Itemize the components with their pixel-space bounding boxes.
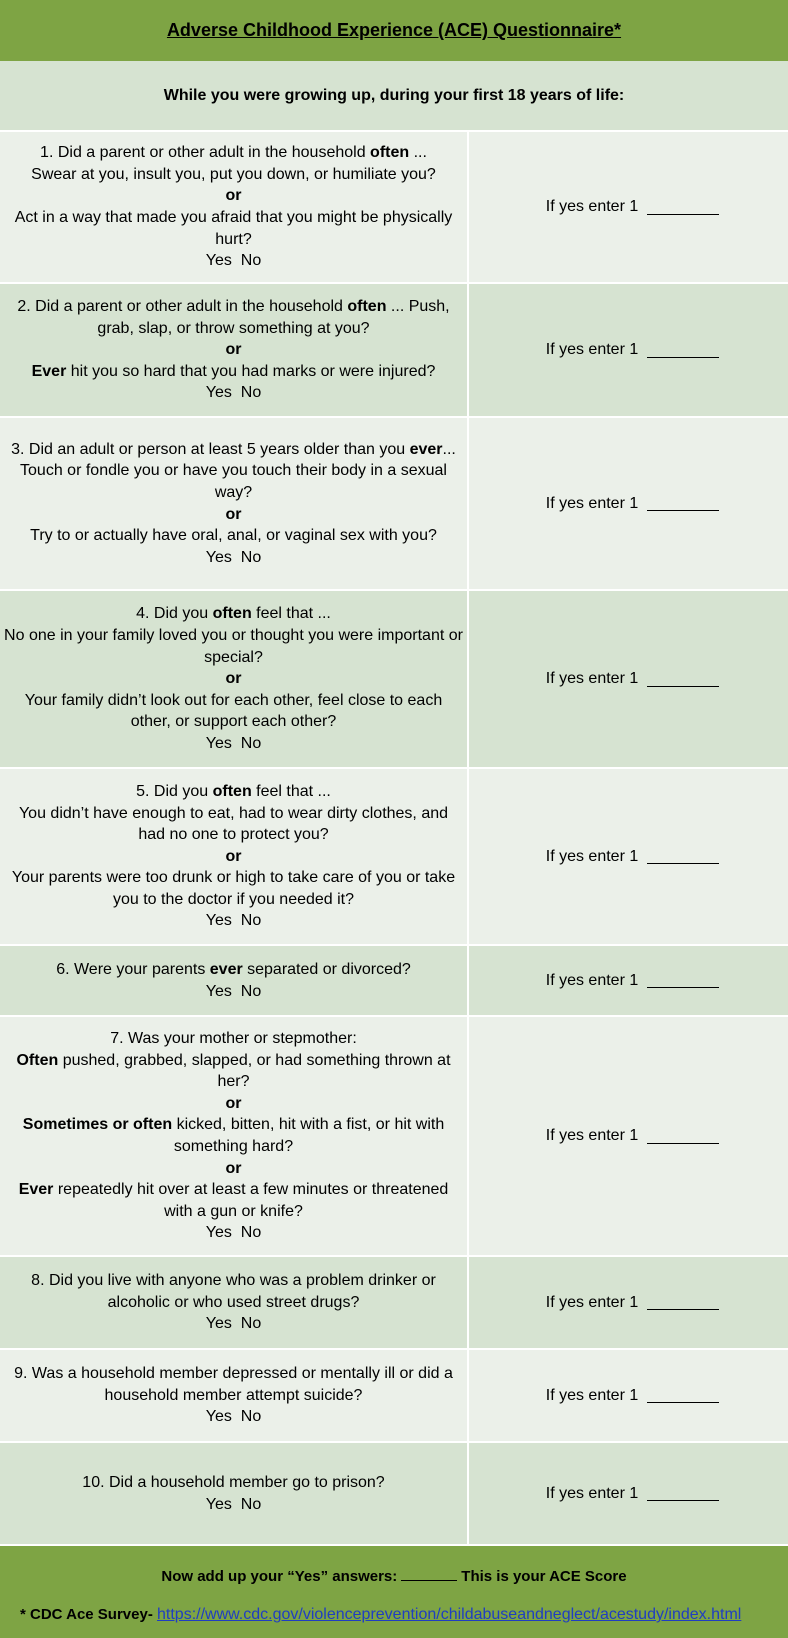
instructions-header [0, 61, 788, 132]
yes-no-options[interactable]: Yes No [205, 1224, 262, 1242]
ace-score-blank[interactable] [401, 1568, 457, 1581]
answer-blank-1[interactable] [647, 200, 719, 215]
answer-cell-10 [469, 1443, 788, 1544]
page-title: Adverse Childhood Experience (ACE) Questionnaire* [166, 20, 622, 40]
question-row-7 [0, 1017, 788, 1257]
question-text-5: 5. Did you often feel that ... You didn’t have enough to eat, had to wear dirty clothes, and had no one to protect you? or Your parents were too drunk or high to take care of you or take you to the doctor if you needed it? Yes No [0, 769, 469, 944]
answer-blank-2[interactable] [647, 343, 719, 358]
question-row-6 [0, 946, 788, 1017]
yes-no-options[interactable]: Yes No [205, 1495, 262, 1513]
answer-label: If yes enter 1 [545, 1386, 639, 1404]
answer-blank-3[interactable] [647, 496, 719, 511]
question-row-1 [0, 132, 788, 284]
answer-cell-6 [469, 946, 788, 1015]
yes-no-options[interactable]: Yes No [205, 1408, 262, 1426]
question-text-10: 10. Did a household member go to prison? Yes No [0, 1443, 469, 1544]
answer-label: If yes enter 1 [545, 971, 639, 989]
yes-no-options[interactable]: Yes No [205, 1315, 262, 1333]
answer-label: If yes enter 1 [545, 341, 639, 358]
yes-no-options[interactable]: Yes No [205, 384, 262, 402]
question-row-8 [0, 1257, 788, 1350]
cdc-label: * CDC Ace Survey- [20, 1606, 153, 1623]
answer-blank-6[interactable] [647, 973, 719, 988]
answer-label: If yes enter 1 [545, 1293, 639, 1311]
question-text-8: 8. Did you live with anyone who was a problem drinker or alcoholic or who used street drugs? Yes No [0, 1257, 469, 1348]
question-text-9: 9. Was a household member depressed or mentally ill or did a household member attempt suicide? Yes No [0, 1350, 469, 1441]
cdc-link[interactable]: https://www.cdc.gov/violenceprevention/childabuseandneglect/acestudy/index.html [157, 1606, 742, 1623]
answer-blank-10[interactable] [647, 1486, 719, 1501]
question-row-4 [0, 591, 788, 769]
question-text-1: 1. Did a parent or other adult in the household often ... Swear at you, insult you, put you down, or humiliate you? or Act in a way that made you afraid that you might be physically hurt? Yes No [0, 132, 469, 282]
answer-cell-1 [469, 132, 788, 282]
question-text-6: 6. Were your parents ever separated or divorced? Yes No [0, 946, 469, 1015]
question-text-4: 4. Did you often feel that ... No one in your family loved you or thought you were important or special? or Your family didn’t look out for each other, feel close to each other, or support each other? Yes No [0, 591, 469, 767]
answer-cell-3 [469, 418, 788, 589]
answer-label: If yes enter 1 [545, 1127, 639, 1144]
question-row-10 [0, 1443, 788, 1546]
yes-no-options[interactable]: Yes No [205, 252, 262, 270]
answer-label: If yes enter 1 [545, 670, 639, 687]
answer-blank-5[interactable] [647, 849, 719, 864]
yes-no-options[interactable]: Yes No [205, 548, 262, 566]
answer-label: If yes enter 1 [545, 494, 639, 512]
answer-blank-4[interactable] [647, 672, 719, 687]
answer-cell-7 [469, 1017, 788, 1255]
answer-cell-8 [469, 1257, 788, 1348]
question-row-3 [0, 418, 788, 591]
answer-cell-2 [469, 284, 788, 416]
answer-cell-9 [469, 1350, 788, 1441]
footer [0, 1546, 788, 1638]
instructions-text: While you were growing up, during your first 18 years of life: [163, 86, 625, 104]
yes-no-options[interactable]: Yes No [205, 982, 262, 1000]
yes-no-options[interactable]: Yes No [205, 912, 262, 930]
answer-blank-7[interactable] [647, 1129, 719, 1144]
question-text-2: 2. Did a parent or other adult in the household often ... Push, grab, slap, or throw something at you? or Ever hit you so hard that you had marks or were injured? Yes No [0, 284, 469, 416]
question-row-5 [0, 769, 788, 946]
cdc-source-line [20, 1606, 741, 1624]
answer-label: If yes enter 1 [545, 847, 639, 865]
yes-no-options[interactable]: Yes No [205, 734, 262, 752]
answer-cell-4 [469, 591, 788, 767]
question-text-3: 3. Did an adult or person at least 5 years older than you ever... Touch or fondle you or have you touch their body in a sexual way? or Try to or actually have oral, anal, or vaginal sex with you? Yes No [0, 418, 469, 589]
answer-blank-9[interactable] [647, 1388, 719, 1403]
question-row-9 [0, 1350, 788, 1443]
answer-cell-5 [469, 769, 788, 944]
answer-blank-8[interactable] [647, 1295, 719, 1310]
answer-label: If yes enter 1 [545, 1484, 639, 1502]
score-line: Now add up your “Yes” answers: This is your ACE Score [161, 1568, 627, 1585]
title-bar [0, 0, 788, 61]
question-text-7: 7. Was your mother or stepmother: Often pushed, grabbed, slapped, or had something thrown at her? or Sometimes or often kicked, bitten, hit with a fist, or hit with something hard? or Ever repeatedly hit over at least a few minutes or threatened with a gun or knife? Yes No [0, 1017, 469, 1255]
question-row-2 [0, 284, 788, 418]
answer-label: If yes enter 1 [545, 198, 639, 215]
